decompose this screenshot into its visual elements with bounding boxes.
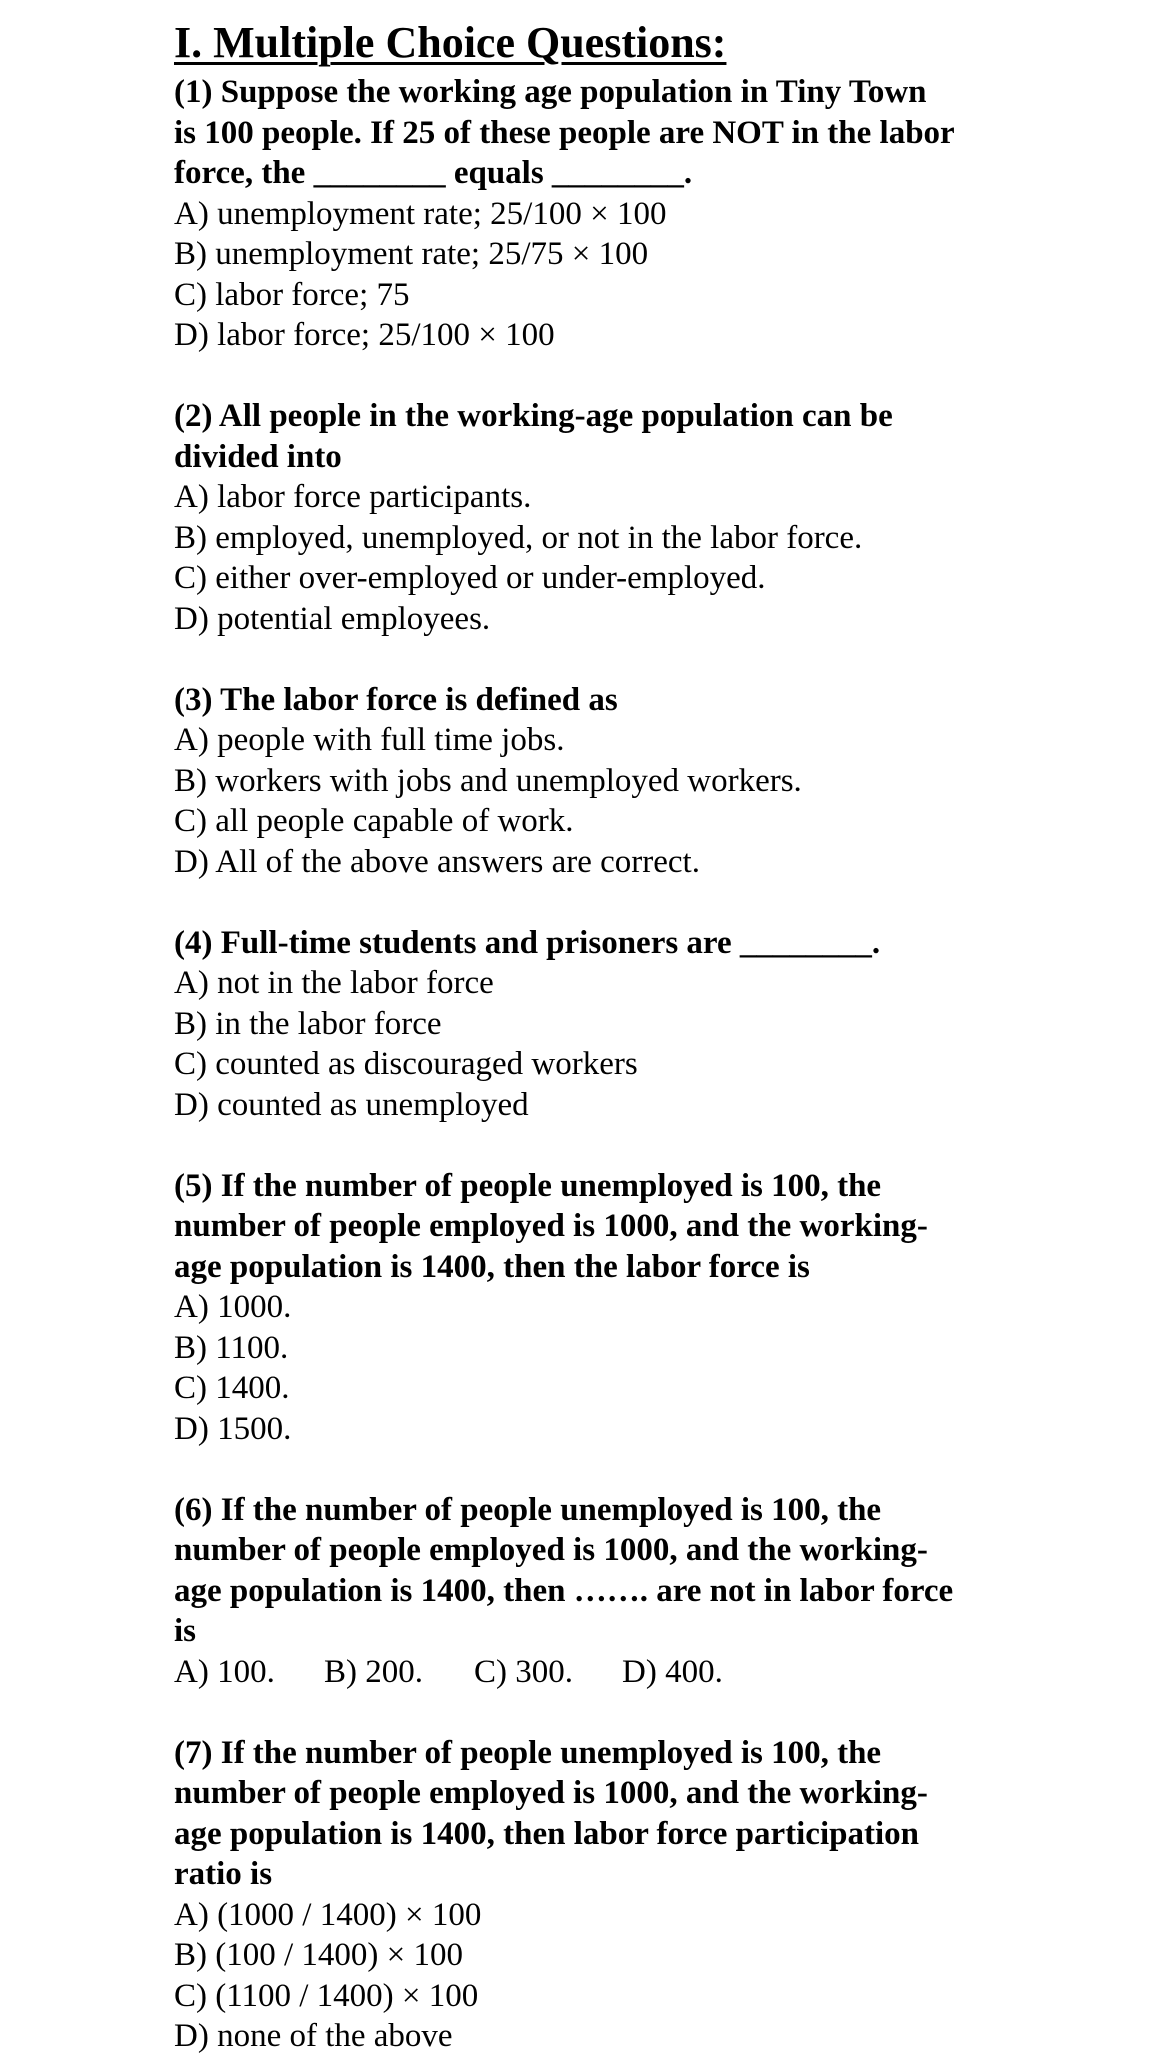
question-stem-line: divided into (174, 438, 342, 475)
answer-option-a: A) unemployment rate; 25/100 × 100 (174, 195, 667, 232)
question-2 (174, 396, 1074, 639)
question-stem-line: (4) Full-time students and prisoners are ________. (174, 924, 881, 961)
answer-option-d: D) counted as unemployed (174, 1086, 529, 1123)
question-1 (174, 72, 1074, 356)
question-stem-line: is 100 people. If 25 of these people are NOT in the labor (174, 114, 955, 151)
answer-option-d: D) none of the above (174, 2018, 453, 2054)
question-stem-line: (5) If the number of people unemployed is 100, the (174, 1167, 882, 1204)
question-stem-line: force, the ________ equals ________. (174, 155, 693, 191)
answer-option-a: A) 100. (174, 1653, 275, 1690)
question-stem-line: number of people employed is 1000, and the working- (174, 1208, 928, 1244)
question-5 (174, 1166, 1074, 1450)
answer-option-d: D) labor force; 25/100 × 100 (174, 317, 555, 353)
question-stem-line: number of people employed is 1000, and the working- (174, 1532, 928, 1568)
question-stem-line: (7) If the number of people unemployed is 100, the (174, 1734, 882, 1771)
answer-option-b: B) 1100. (174, 1329, 289, 1366)
answer-options (174, 194, 1074, 356)
answer-option-a: A) people with full time jobs. (174, 722, 565, 758)
answer-option-b: B) 200. (324, 1653, 423, 1690)
answer-option-c: C) 1400. (174, 1370, 290, 1406)
answer-option-c: C) labor force; 75 (174, 276, 410, 313)
question-stem-line: ratio is (174, 1856, 273, 1892)
answer-option-c: C) either over-employed or under-employed. (174, 560, 766, 596)
question-stem-line: (3) The labor force is defined as (174, 681, 618, 718)
section-title: I. Multiple Choice Questions: (174, 18, 727, 67)
answer-option-c: C) (1100 / 1400) × 100 (174, 1977, 479, 2014)
question-stem-line: age population is 1400, then the labor force is (174, 1248, 810, 1285)
answer-option-b: B) workers with jobs and unemployed workers. (174, 762, 802, 799)
question-stem-line: is (174, 1613, 197, 1649)
answer-option-b: B) (100 / 1400) × 100 (174, 1937, 464, 1973)
question-7 (174, 1733, 1074, 2057)
answer-option-c: C) counted as discouraged workers (174, 1046, 638, 1082)
question-stem-line: (2) All people in the working-age population can be (174, 398, 893, 434)
answer-options (174, 477, 1074, 639)
question-stem-line: age population is 1400, then labor force participation (174, 1815, 919, 1852)
question-stem-line: (1) Suppose the working age population in Tiny Town (174, 74, 927, 110)
answer-options (174, 963, 1074, 1125)
answer-option-d: D) 400. (622, 1653, 723, 1690)
answer-options (174, 1895, 1074, 2057)
answer-option-c: C) 300. (474, 1653, 573, 1690)
question-stem-line: number of people employed is 1000, and the working- (174, 1775, 928, 1811)
question-stem-line: (6) If the number of people unemployed is 100, the (174, 1491, 882, 1528)
answer-option-a: A) not in the labor force (174, 965, 494, 1001)
document-page (174, 14, 1074, 2057)
question-6 (174, 1490, 1074, 1693)
answer-option-d: D) potential employees. (174, 600, 491, 637)
answer-options (174, 720, 1074, 882)
question-3 (174, 680, 1074, 883)
question-4 (174, 923, 1074, 1126)
answer-option-a: A) (1000 / 1400) × 100 (174, 1896, 482, 1933)
answer-option-c: C) all people capable of work. (174, 803, 574, 839)
answer-options (174, 1287, 1074, 1449)
answer-option-b: B) employed, unemployed, or not in the labor force. (174, 519, 863, 556)
question-stem-line: age population is 1400, then ……. are not in labor force (174, 1572, 954, 1609)
answer-option-b: B) unemployment rate; 25/75 × 100 (174, 236, 649, 272)
answer-option-b: B) in the labor force (174, 1005, 442, 1042)
answer-option-a: A) labor force participants. (174, 479, 532, 515)
answer-option-d: D) All of the above answers are correct. (174, 843, 700, 880)
answer-option-d: D) 1500. (174, 1410, 292, 1447)
answer-option-a: A) 1000. (174, 1289, 292, 1325)
answer-options-inline (174, 1652, 1074, 1693)
